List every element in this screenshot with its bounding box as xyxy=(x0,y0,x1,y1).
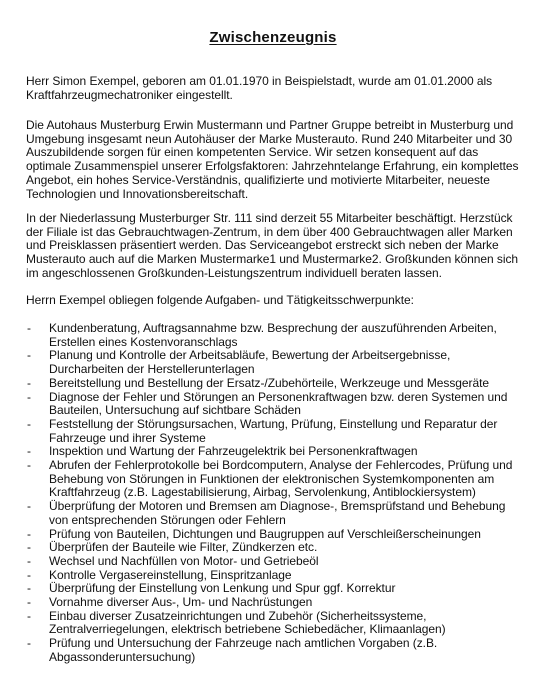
bullet-marker: - xyxy=(27,595,31,610)
duty-text: Diagnose der Fehler und Störungen an Personenkraftwagen bzw. deren Systemen und Bauteilen, Untersuchung auf sichtbare Schäden xyxy=(49,389,508,418)
duty-item xyxy=(26,569,520,583)
duty-text: Feststellung der Störungsursachen, Wartung, Prüfung, Einstellung und Reparatur der Fahrzeuge und ihrer Systeme xyxy=(49,416,498,445)
bullet-marker: - xyxy=(27,416,31,431)
duty-text: Prüfung und Untersuchung der Fahrzeuge nach amtlichen Vorgaben (z.B. Abgassonderuntersuchung) xyxy=(49,636,438,664)
duty-text: Bereitstellung und Bestellung der Ersatz-/Zubehörteile, Werkzeuge und Messgeräte xyxy=(49,375,490,390)
duty-text: Kontrolle Vergasereinstellung, Einspritzanlage xyxy=(49,567,292,582)
duty-text: Wechsel und Nachfüllen von Motor- und Getriebeöl xyxy=(49,553,319,568)
document-title: Zwischenzeugnis xyxy=(209,29,337,46)
bullet-marker: - xyxy=(27,444,31,459)
duties-intro-paragraph: Herrn Exempel obliegen folgende Aufgaben- und Tätigkeitsschwerpunkte: xyxy=(26,293,414,307)
duty-text: Überprüfen der Bauteile wie Filter, Zündkerzen etc. xyxy=(49,540,318,555)
bullet-marker: - xyxy=(27,348,31,363)
bullet-marker: - xyxy=(27,567,31,582)
duty-text: Inspektion und Wartung der Fahrzeugelektrik bei Personenkraftwagen xyxy=(49,444,418,459)
duties-list xyxy=(26,322,520,665)
duty-text: Prüfung von Bauteilen, Dichtungen und Baugruppen auf Verschleißerscheinungen xyxy=(49,526,481,541)
bullet-marker: - xyxy=(27,581,31,596)
bullet-marker: - xyxy=(27,526,31,541)
bullet-marker: - xyxy=(27,321,31,335)
duty-item xyxy=(26,610,520,637)
duty-item xyxy=(26,541,520,555)
duty-text: Vornahme diverser Aus-, Um- und Nachrüstungen xyxy=(49,595,313,610)
duty-item xyxy=(26,528,520,542)
bullet-marker: - xyxy=(27,499,31,514)
duty-item xyxy=(26,377,520,391)
duty-text: Einbau diverser Zusatzeinrichtungen und Zubehör (Sicherheitssysteme, Zentralverriegelungen, elektrisch betriebene Schiebedächer, Klimaanlagen) xyxy=(49,608,446,637)
bullet-marker: - xyxy=(27,553,31,568)
bullet-marker: - xyxy=(27,375,31,390)
duty-item xyxy=(26,459,520,500)
document-page xyxy=(26,0,520,680)
duty-item xyxy=(26,391,520,418)
duty-item xyxy=(26,445,520,459)
bullet-marker: - xyxy=(27,608,31,623)
duty-item xyxy=(26,322,520,349)
company-paragraph: Die Autohaus Musterburg Erwin Mustermann und Partner Gruppe betreibt in Musterburg und Umgebung insgesamt neun Autohäuser der Marke Musterauto. Rund 240 Mitarbeiter und 30 Auszubildende sorgen für einen kompetenten Service. Wir setzen konsequent auf das optimale Zusammenspiel unserer Erfolgsfaktoren: Jahrzehntelange Erfahrung, ein komplettes Angebot, ein hohes Service-Verständnis, qualifizierte und motivierte Mitarbeiter, neueste Technologien und Innovationsbereitschaft. xyxy=(26,118,519,201)
duty-item xyxy=(26,596,520,610)
duty-item xyxy=(26,349,520,376)
duty-text: Überprüfung der Einstellung von Lenkung und Spur ggf. Korrektur xyxy=(49,581,396,596)
bullet-marker: - xyxy=(27,540,31,555)
bullet-marker: - xyxy=(27,389,31,404)
duty-item xyxy=(26,555,520,569)
duty-text: Abrufen der Fehlerprotokolle bei Bordcomputern, Analyse der Fehlercodes, Prüfung und Behebung von Störungen in Funktionen der elektronischen Systemkomponenten am Kraftfahrzeug (z.B. Lagestabilisierung, Airbag, Servolenkung, Antiblockiersystem) xyxy=(49,458,513,500)
intro-paragraph: Herr Simon Exempel, geboren am 01.01.1970 in Beispielstadt, wurde am 01.01.2000 als Kraftfahrzeugmechatroniker eingestellt. xyxy=(26,74,493,102)
duty-item xyxy=(26,637,520,664)
duty-item xyxy=(26,582,520,596)
duty-text: Planung und Kontrolle der Arbeitsabläufe, Bewertung der Arbeitsergebnisse, Durcharbeiten der Herstellerunterlagen xyxy=(49,348,451,377)
bullet-marker: - xyxy=(27,636,31,651)
duty-item xyxy=(26,418,520,445)
duty-text: Kundenberatung, Auftragsannahme bzw. Besprechung der auszuführenden Arbeiten, Erstellen eines Kostenvoranschlags xyxy=(49,321,497,349)
bullet-marker: - xyxy=(27,458,31,473)
duty-item xyxy=(26,500,520,527)
branch-paragraph: In der Niederlassung Musterburger Str. 111 sind derzeit 55 Mitarbeiter beschäftigt. Herzstück der Filiale ist das Gebrauchtwagen-Zentrum, in dem über 400 Gebrauchtwagen aller Marken und Preisklassen präsentiert werden. Das Serviceangebot erstreckt sich neben der Marke Musterauto auch auf die Marken Mustermarke1 und Mustermarke2. Großkunden können sich im angeschlossenen Großkunden-Leistungszentrum individuell beraten lassen. xyxy=(26,211,519,280)
duty-text: Überprüfung der Motoren und Bremsen am Diagnose-, Bremsprüfstand und Behebung von entsprechenden Störungen oder Fehlern xyxy=(49,499,506,527)
